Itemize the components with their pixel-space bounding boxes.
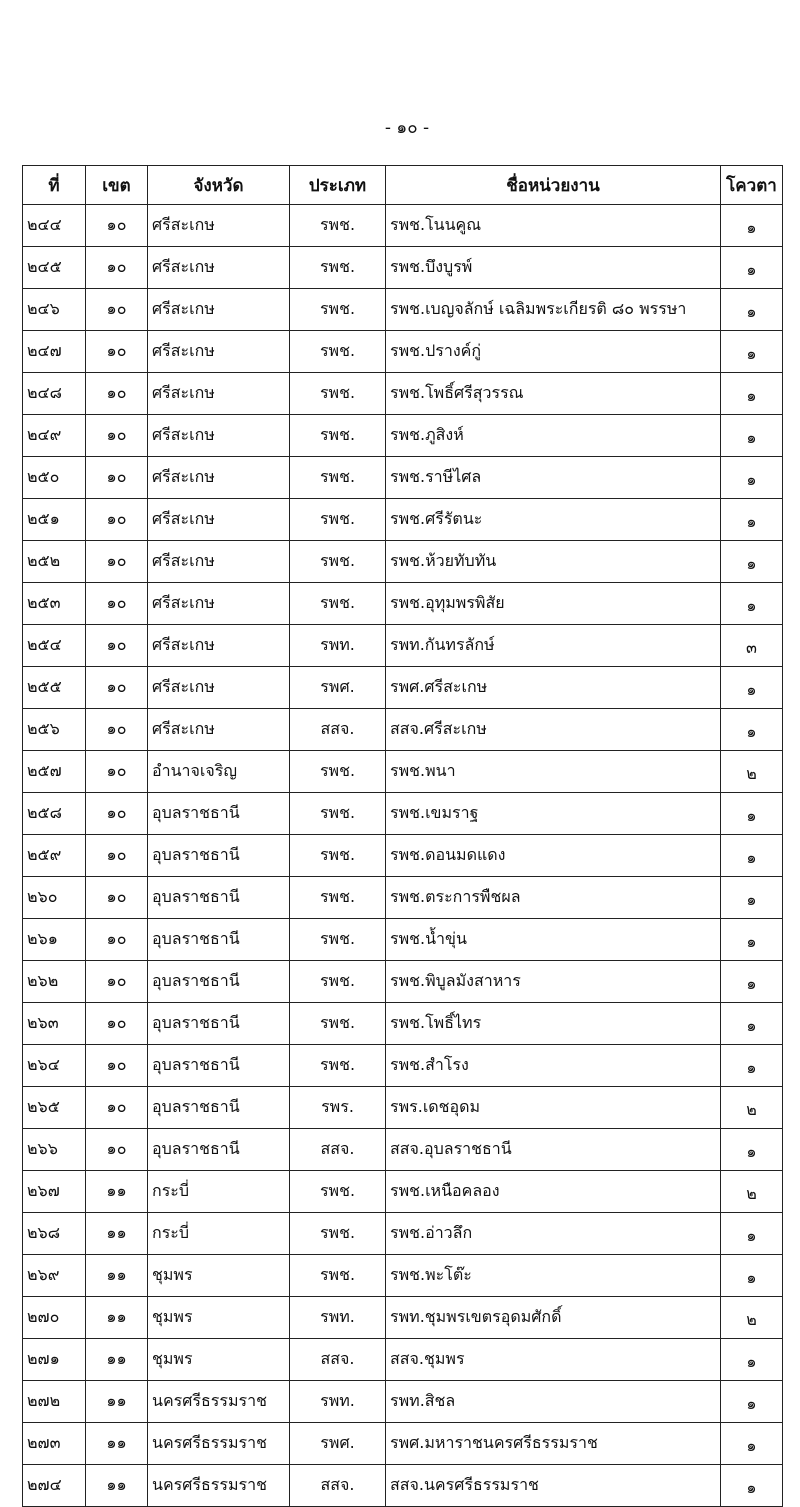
cell-no: ๒๕๙	[23, 835, 86, 877]
table-row	[23, 247, 783, 289]
cell-type: รพช.	[290, 289, 386, 331]
cell-quota: ๑	[721, 1045, 783, 1087]
cell-quota: ๑	[721, 835, 783, 877]
cell-province: ศรีสะเกษ	[148, 625, 290, 667]
table-row	[23, 919, 783, 961]
cell-zone: ๑๑	[86, 1465, 148, 1507]
cell-quota: ๑	[721, 205, 783, 247]
page-number: - ๑๐ -	[384, 118, 430, 138]
cell-quota: ๑	[721, 1339, 783, 1381]
cell-zone: ๑๐	[86, 919, 148, 961]
table-row	[23, 1297, 783, 1339]
cell-quota: ๑	[721, 1255, 783, 1297]
cell-type: รพท.	[290, 1297, 386, 1339]
table-row	[23, 541, 783, 583]
cell-type: รพช.	[290, 331, 386, 373]
cell-name: รพศ.ศรีสะเกษ	[386, 667, 721, 709]
cell-no: ๒๕๕	[23, 667, 86, 709]
cell-province: นครศรีธรรมราช	[148, 1465, 290, 1507]
cell-province: ศรีสะเกษ	[148, 289, 290, 331]
table-row	[23, 835, 783, 877]
cell-quota: ๒	[721, 1297, 783, 1339]
cell-zone: ๑๐	[86, 835, 148, 877]
cell-zone: ๑๐	[86, 205, 148, 247]
cell-province: ศรีสะเกษ	[148, 541, 290, 583]
cell-name: รพช.โนนคูณ	[386, 205, 721, 247]
cell-type: รพช.	[290, 1045, 386, 1087]
table-row	[23, 1255, 783, 1297]
cell-quota: ๑	[721, 1423, 783, 1465]
cell-province: กระบี่	[148, 1213, 290, 1255]
cell-province: อุบลราชธานี	[148, 835, 290, 877]
table-row	[23, 331, 783, 373]
cell-type: สสจ.	[290, 709, 386, 751]
header-province: จังหวัด	[148, 166, 290, 205]
cell-zone: ๑๐	[86, 877, 148, 919]
cell-quota: ๑	[721, 415, 783, 457]
cell-no: ๒๔๕	[23, 247, 86, 289]
header-zone: เขต	[86, 166, 148, 205]
cell-quota: ๑	[721, 1213, 783, 1255]
cell-zone: ๑๐	[86, 667, 148, 709]
cell-zone: ๑๑	[86, 1213, 148, 1255]
header-name: ชื่อหน่วยงาน	[386, 166, 721, 205]
cell-no: ๒๕๘	[23, 793, 86, 835]
cell-no: ๒๗๒	[23, 1381, 86, 1423]
cell-name: รพช.ห้วยทับทัน	[386, 541, 721, 583]
cell-quota: ๑	[721, 793, 783, 835]
table-row	[23, 1045, 783, 1087]
cell-zone: ๑๐	[86, 499, 148, 541]
cell-province: ศรีสะเกษ	[148, 373, 290, 415]
cell-type: รพช.	[290, 1213, 386, 1255]
cell-quota: ๑	[721, 961, 783, 1003]
cell-province: อุบลราชธานี	[148, 793, 290, 835]
cell-no: ๒๖๒	[23, 961, 86, 1003]
cell-type: รพช.	[290, 415, 386, 457]
cell-no: ๒๗๓	[23, 1423, 86, 1465]
cell-province: ศรีสะเกษ	[148, 331, 290, 373]
cell-zone: ๑๑	[86, 1297, 148, 1339]
cell-type: รพช.	[290, 877, 386, 919]
cell-quota: ๑	[721, 499, 783, 541]
cell-name: รพช.สำโรง	[386, 1045, 721, 1087]
cell-no: ๒๔๘	[23, 373, 86, 415]
table-row	[23, 205, 783, 247]
cell-zone: ๑๐	[86, 1003, 148, 1045]
cell-province: อุบลราชธานี	[148, 1045, 290, 1087]
cell-type: รพศ.	[290, 667, 386, 709]
cell-name: รพช.น้ำขุ่น	[386, 919, 721, 961]
cell-name: รพช.เหนือคลอง	[386, 1171, 721, 1213]
cell-quota: ๑	[721, 289, 783, 331]
cell-quota: ๑	[721, 457, 783, 499]
cell-name: รพช.เบญจลักษ์ เฉลิมพระเกียรติ ๘๐ พรรษา	[386, 289, 721, 331]
cell-zone: ๑๑	[86, 1255, 148, 1297]
cell-type: สสจ.	[290, 1465, 386, 1507]
cell-province: ชุมพร	[148, 1297, 290, 1339]
cell-type: รพท.	[290, 1381, 386, 1423]
cell-type: รพศ.	[290, 1423, 386, 1465]
cell-province: ชุมพร	[148, 1255, 290, 1297]
cell-province: อำนาจเจริญ	[148, 751, 290, 793]
table-row	[23, 1381, 783, 1423]
cell-no: ๒๕๑	[23, 499, 86, 541]
cell-quota: ๑	[721, 331, 783, 373]
cell-name: รพท.กันทรลักษ์	[386, 625, 721, 667]
cell-type: รพช.	[290, 457, 386, 499]
cell-no: ๒๖๕	[23, 1087, 86, 1129]
cell-no: ๒๔๔	[23, 205, 86, 247]
cell-name: รพศ.มหาราชนครศรีธรรมราช	[386, 1423, 721, 1465]
cell-name: รพร.เดชอุดม	[386, 1087, 721, 1129]
cell-quota: ๓	[721, 625, 783, 667]
cell-name: รพท.สิชล	[386, 1381, 721, 1423]
cell-quota: ๑	[721, 1465, 783, 1507]
cell-type: รพช.	[290, 247, 386, 289]
cell-type: รพช.	[290, 793, 386, 835]
cell-type: รพช.	[290, 1255, 386, 1297]
cell-province: กระบี่	[148, 1171, 290, 1213]
cell-name: สสจ.นครศรีธรรมราช	[386, 1465, 721, 1507]
cell-name: รพช.ศรีรัตนะ	[386, 499, 721, 541]
cell-zone: ๑๐	[86, 1045, 148, 1087]
cell-type: รพช.	[290, 205, 386, 247]
cell-no: ๒๖๗	[23, 1171, 86, 1213]
table-row	[23, 1087, 783, 1129]
cell-quota: ๒	[721, 1171, 783, 1213]
cell-zone: ๑๑	[86, 1339, 148, 1381]
table-row	[23, 961, 783, 1003]
cell-zone: ๑๐	[86, 961, 148, 1003]
cell-type: รพช.	[290, 919, 386, 961]
cell-quota: ๒	[721, 751, 783, 793]
cell-province: ชุมพร	[148, 1339, 290, 1381]
cell-quota: ๑	[721, 247, 783, 289]
cell-quota: ๑	[721, 541, 783, 583]
cell-type: รพช.	[290, 583, 386, 625]
table-row	[23, 499, 783, 541]
table-row	[23, 1213, 783, 1255]
cell-province: อุบลราชธานี	[148, 961, 290, 1003]
cell-no: ๒๔๗	[23, 331, 86, 373]
cell-zone: ๑๐	[86, 289, 148, 331]
cell-no: ๒๕๓	[23, 583, 86, 625]
cell-zone: ๑๐	[86, 373, 148, 415]
cell-type: รพท.	[290, 625, 386, 667]
cell-name: รพช.พนา	[386, 751, 721, 793]
cell-quota: ๒	[721, 1087, 783, 1129]
table-header-row	[23, 166, 783, 205]
table-row	[23, 415, 783, 457]
cell-zone: ๑๐	[86, 541, 148, 583]
cell-no: ๒๗๔	[23, 1465, 86, 1507]
cell-no: ๒๕๒	[23, 541, 86, 583]
cell-no: ๒๖๐	[23, 877, 86, 919]
cell-no: ๒๖๖	[23, 1129, 86, 1171]
cell-name: รพช.พะโต๊ะ	[386, 1255, 721, 1297]
cell-province: ศรีสะเกษ	[148, 709, 290, 751]
cell-zone: ๑๐	[86, 793, 148, 835]
cell-province: ศรีสะเกษ	[148, 205, 290, 247]
table-row	[23, 1465, 783, 1507]
cell-type: รพช.	[290, 1003, 386, 1045]
cell-province: ศรีสะเกษ	[148, 247, 290, 289]
cell-name: รพช.อุทุมพรพิสัย	[386, 583, 721, 625]
cell-type: รพช.	[290, 961, 386, 1003]
cell-name: รพช.พิบูลมังสาหาร	[386, 961, 721, 1003]
cell-zone: ๑๑	[86, 1423, 148, 1465]
cell-type: รพช.	[290, 373, 386, 415]
table-row	[23, 877, 783, 919]
cell-no: ๒๕๖	[23, 709, 86, 751]
cell-province: ศรีสะเกษ	[148, 415, 290, 457]
cell-name: รพช.ตระการพืชผล	[386, 877, 721, 919]
cell-name: รพช.ปรางค์กู่	[386, 331, 721, 373]
cell-no: ๒๕๗	[23, 751, 86, 793]
cell-province: อุบลราชธานี	[148, 919, 290, 961]
cell-name: สสจ.ศรีสะเกษ	[386, 709, 721, 751]
table-row	[23, 583, 783, 625]
cell-name: รพช.โพธิ์ศรีสุวรรณ	[386, 373, 721, 415]
cell-no: ๒๖๙	[23, 1255, 86, 1297]
cell-zone: ๑๐	[86, 247, 148, 289]
table-row	[23, 289, 783, 331]
cell-name: รพช.ดอนมดแดง	[386, 835, 721, 877]
header-no: ที่	[23, 166, 86, 205]
cell-no: ๒๕๐	[23, 457, 86, 499]
cell-name: รพช.อ่าวลึก	[386, 1213, 721, 1255]
cell-quota: ๑	[721, 709, 783, 751]
cell-no: ๒๔๖	[23, 289, 86, 331]
table-row	[23, 1339, 783, 1381]
cell-quota: ๑	[721, 1003, 783, 1045]
header-type: ประเภท	[290, 166, 386, 205]
cell-province: นครศรีธรรมราช	[148, 1423, 290, 1465]
cell-type: รพช.	[290, 835, 386, 877]
cell-name: รพช.ภูสิงห์	[386, 415, 721, 457]
table-row	[23, 1171, 783, 1213]
cell-zone: ๑๐	[86, 709, 148, 751]
cell-type: รพช.	[290, 751, 386, 793]
cell-quota: ๑	[721, 583, 783, 625]
table-row	[23, 625, 783, 667]
cell-type: รพช.	[290, 1171, 386, 1213]
cell-zone: ๑๐	[86, 331, 148, 373]
cell-quota: ๑	[721, 877, 783, 919]
cell-quota: ๑	[721, 1381, 783, 1423]
cell-province: อุบลราชธานี	[148, 1003, 290, 1045]
cell-zone: ๑๑	[86, 1171, 148, 1213]
header-quota: โควตา	[721, 166, 783, 205]
cell-province: ศรีสะเกษ	[148, 583, 290, 625]
table-row	[23, 1423, 783, 1465]
cell-zone: ๑๐	[86, 415, 148, 457]
cell-name: สสจ.ชุมพร	[386, 1339, 721, 1381]
cell-name: รพช.โพธิ์ไทร	[386, 1003, 721, 1045]
table-row	[23, 709, 783, 751]
cell-name: รพช.เขมราฐ	[386, 793, 721, 835]
cell-name: รพท.ชุมพรเขตรอุดมศักดิ์	[386, 1297, 721, 1339]
cell-no: ๒๗๑	[23, 1339, 86, 1381]
cell-no: ๒๖๑	[23, 919, 86, 961]
cell-zone: ๑๑	[86, 1381, 148, 1423]
table-row	[23, 793, 783, 835]
cell-no: ๒๔๙	[23, 415, 86, 457]
cell-zone: ๑๐	[86, 1129, 148, 1171]
cell-zone: ๑๐	[86, 625, 148, 667]
cell-province: ศรีสะเกษ	[148, 499, 290, 541]
cell-name: รพช.ราษีไศล	[386, 457, 721, 499]
cell-province: อุบลราชธานี	[148, 877, 290, 919]
cell-type: รพร.	[290, 1087, 386, 1129]
cell-zone: ๑๐	[86, 457, 148, 499]
cell-no: ๒๖๘	[23, 1213, 86, 1255]
cell-quota: ๑	[721, 373, 783, 415]
quota-table	[22, 165, 783, 1507]
cell-zone: ๑๐	[86, 1087, 148, 1129]
cell-no: ๒๖๓	[23, 1003, 86, 1045]
table-row	[23, 667, 783, 709]
cell-quota: ๑	[721, 1129, 783, 1171]
table-row	[23, 373, 783, 415]
cell-no: ๒๗๐	[23, 1297, 86, 1339]
cell-province: อุบลราชธานี	[148, 1129, 290, 1171]
cell-name: รพช.บึงบูรพ์	[386, 247, 721, 289]
cell-quota: ๑	[721, 667, 783, 709]
table-row	[23, 751, 783, 793]
cell-no: ๒๕๔	[23, 625, 86, 667]
table-row	[23, 1129, 783, 1171]
cell-province: ศรีสะเกษ	[148, 667, 290, 709]
cell-no: ๒๖๔	[23, 1045, 86, 1087]
cell-type: รพช.	[290, 541, 386, 583]
cell-type: สสจ.	[290, 1129, 386, 1171]
cell-province: อุบลราชธานี	[148, 1087, 290, 1129]
table-row	[23, 457, 783, 499]
cell-province: นครศรีธรรมราช	[148, 1381, 290, 1423]
cell-type: รพช.	[290, 499, 386, 541]
cell-name: สสจ.อุบลราชธานี	[386, 1129, 721, 1171]
cell-quota: ๑	[721, 919, 783, 961]
cell-zone: ๑๐	[86, 583, 148, 625]
cell-type: สสจ.	[290, 1339, 386, 1381]
table-row	[23, 1003, 783, 1045]
cell-zone: ๑๐	[86, 751, 148, 793]
cell-province: ศรีสะเกษ	[148, 457, 290, 499]
